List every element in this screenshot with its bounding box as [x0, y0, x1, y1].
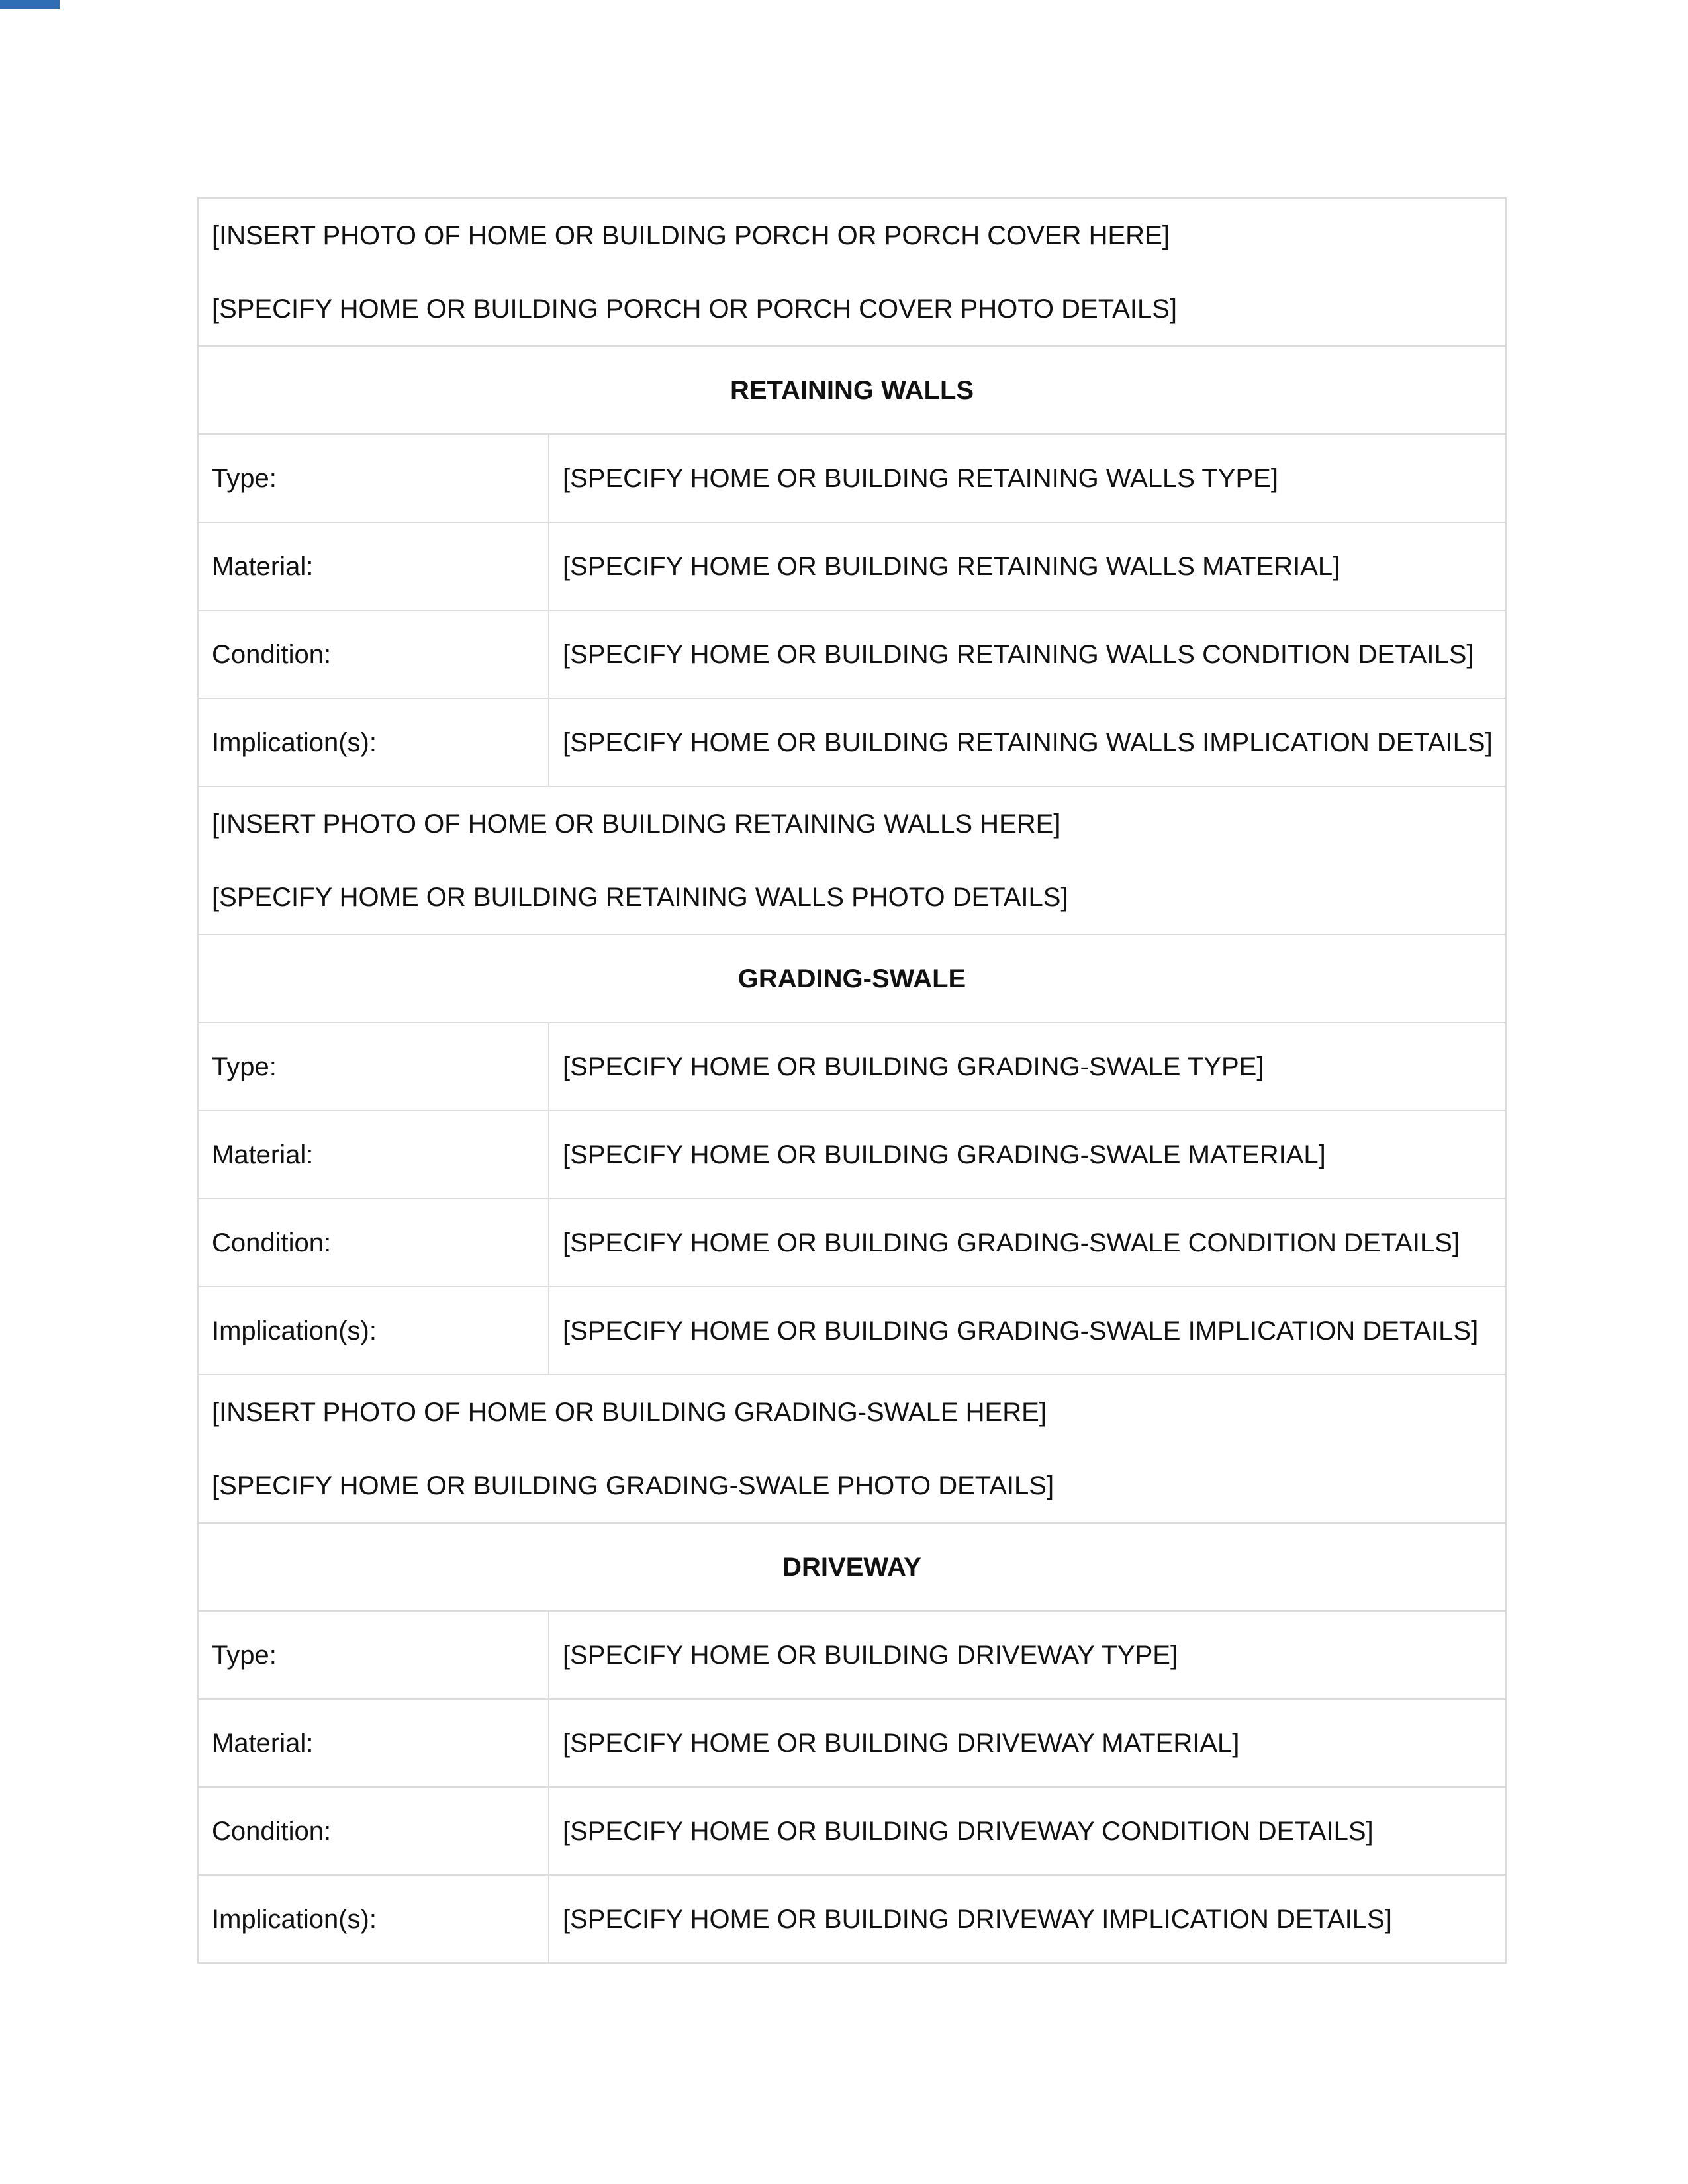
driveway-type-row: [198, 1611, 1506, 1699]
grading-swale-implication-row: [198, 1287, 1506, 1375]
grading-swale-photo-insert-placeholder: [INSERT PHOTO OF HOME OR BUILDING GRADING-SWALE HERE]: [212, 1397, 1047, 1427]
porch-photo-insert-placeholder: [INSERT PHOTO OF HOME OR BUILDING PORCH OR PORCH COVER HERE]: [212, 220, 1170, 250]
driveway-heading: DRIVEWAY: [198, 1523, 1506, 1611]
driveway-condition-row: [198, 1787, 1506, 1875]
field-label: Type:: [198, 434, 549, 522]
grading-swale-photo-details-placeholder: [SPECIFY HOME OR BUILDING GRADING-SWALE PHOTO DETAILS]: [212, 1471, 1055, 1500]
field-label: Implication(s):: [198, 1875, 549, 1963]
retaining-walls-photo-row: [198, 786, 1506, 934]
field-label: Condition:: [198, 1199, 549, 1287]
driveway-implication-value[interactable]: [SPECIFY HOME OR BUILDING DRIVEWAY IMPLICATION DETAILS]: [549, 1875, 1506, 1963]
grading-swale-heading: GRADING-SWALE: [198, 934, 1506, 1023]
grading-swale-heading-row: [198, 934, 1506, 1023]
retaining-walls-implication-value[interactable]: [SPECIFY HOME OR BUILDING RETAINING WALLS IMPLICATION DETAILS]: [549, 698, 1506, 786]
grading-swale-material-row: [198, 1111, 1506, 1199]
porch-photo-row: [198, 198, 1506, 346]
field-label: Implication(s):: [198, 1287, 549, 1375]
inspection-report-table: [197, 197, 1507, 1964]
porch-photo-details-placeholder: [SPECIFY HOME OR BUILDING PORCH OR PORCH COVER PHOTO DETAILS]: [212, 294, 1178, 324]
retaining-walls-condition-value[interactable]: [SPECIFY HOME OR BUILDING RETAINING WALLS CONDITION DETAILS]: [549, 610, 1506, 698]
grading-swale-photo-cell[interactable]: [198, 1375, 1506, 1523]
retaining-walls-material-row: [198, 522, 1506, 610]
porch-photo-cell[interactable]: [198, 198, 1506, 346]
field-label: Condition:: [198, 1787, 549, 1875]
grading-swale-condition-value[interactable]: [SPECIFY HOME OR BUILDING GRADING-SWALE CONDITION DETAILS]: [549, 1199, 1506, 1287]
retaining-walls-material-value[interactable]: [SPECIFY HOME OR BUILDING RETAINING WALLS MATERIAL]: [549, 522, 1506, 610]
field-label: Material:: [198, 522, 549, 610]
driveway-condition-value[interactable]: [SPECIFY HOME OR BUILDING DRIVEWAY CONDITION DETAILS]: [549, 1787, 1506, 1875]
field-label: Type:: [198, 1023, 549, 1111]
field-label: Implication(s):: [198, 698, 549, 786]
driveway-material-row: [198, 1699, 1506, 1787]
grading-swale-condition-row: [198, 1199, 1506, 1287]
retaining-walls-heading: RETAINING WALLS: [198, 346, 1506, 434]
driveway-heading-row: [198, 1523, 1506, 1611]
retaining-walls-condition-row: [198, 610, 1506, 698]
retaining-walls-type-value[interactable]: [SPECIFY HOME OR BUILDING RETAINING WALLS TYPE]: [549, 434, 1506, 522]
driveway-implication-row: [198, 1875, 1506, 1963]
page-corner-mark: [0, 0, 60, 9]
retaining-walls-implication-row: [198, 698, 1506, 786]
grading-swale-type-value[interactable]: [SPECIFY HOME OR BUILDING GRADING-SWALE TYPE]: [549, 1023, 1506, 1111]
field-label: Type:: [198, 1611, 549, 1699]
retaining-walls-heading-row: [198, 346, 1506, 434]
field-label: Condition:: [198, 610, 549, 698]
driveway-material-value[interactable]: [SPECIFY HOME OR BUILDING DRIVEWAY MATERIAL]: [549, 1699, 1506, 1787]
grading-swale-material-value[interactable]: [SPECIFY HOME OR BUILDING GRADING-SWALE MATERIAL]: [549, 1111, 1506, 1199]
retaining-walls-photo-insert-placeholder: [INSERT PHOTO OF HOME OR BUILDING RETAINING WALLS HERE]: [212, 809, 1061, 839]
grading-swale-photo-row: [198, 1375, 1506, 1523]
retaining-walls-type-row: [198, 434, 1506, 522]
field-label: Material:: [198, 1699, 549, 1787]
grading-swale-implication-value[interactable]: [SPECIFY HOME OR BUILDING GRADING-SWALE IMPLICATION DETAILS]: [549, 1287, 1506, 1375]
retaining-walls-photo-details-placeholder: [SPECIFY HOME OR BUILDING RETAINING WALLS PHOTO DETAILS]: [212, 882, 1068, 912]
driveway-type-value[interactable]: [SPECIFY HOME OR BUILDING DRIVEWAY TYPE]: [549, 1611, 1506, 1699]
retaining-walls-photo-cell[interactable]: [198, 786, 1506, 934]
grading-swale-type-row: [198, 1023, 1506, 1111]
field-label: Material:: [198, 1111, 549, 1199]
